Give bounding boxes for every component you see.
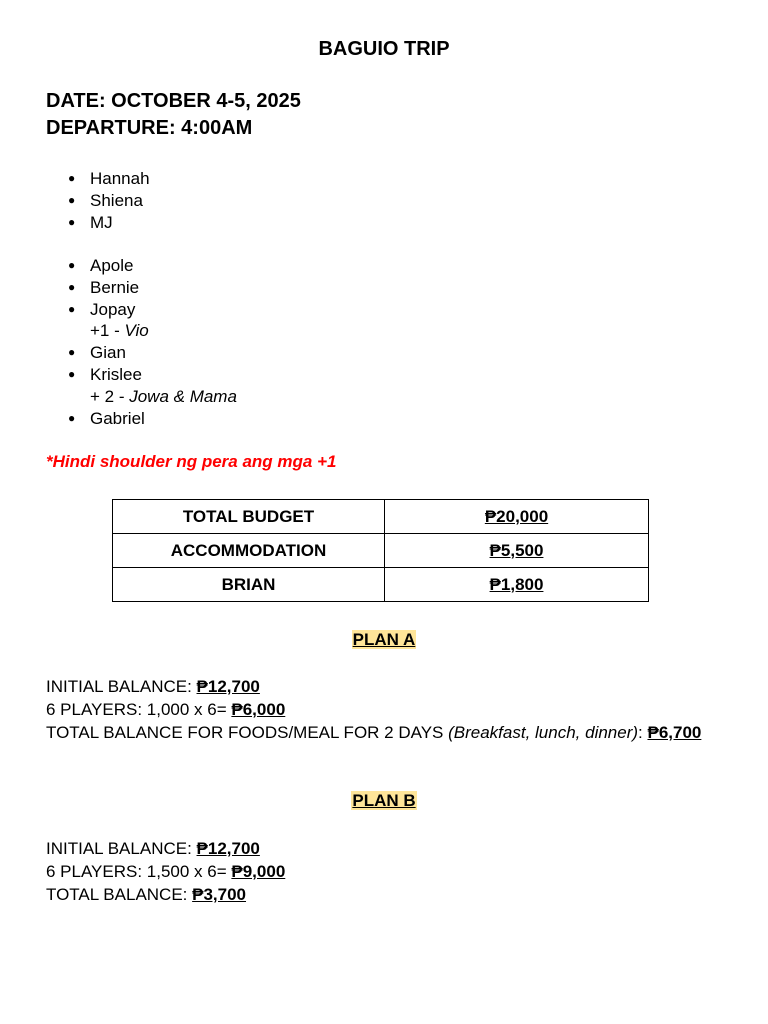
table-cell-label: TOTAL BUDGET (113, 500, 385, 534)
plus-two-note: + 2 - Jowa & Mama (90, 386, 237, 406)
table-cell-label: BRIAN (113, 568, 385, 602)
list-item: ● Apole (68, 256, 134, 275)
plan-b-details (46, 837, 736, 906)
list-item: ● Hannah (68, 169, 150, 188)
bullet-icon: ● (68, 279, 76, 294)
plan-a-details (46, 675, 736, 744)
bullet-icon: ● (68, 345, 76, 360)
table-row (113, 534, 649, 568)
plan-a-heading: PLAN A (352, 630, 416, 649)
plan-b-total-balance: TOTAL BALANCE: ₱3,700 (46, 885, 247, 904)
attendee-list-2 (68, 255, 237, 429)
plus-one-note: +1 - Vio (90, 321, 149, 341)
trip-date: DATE: OCTOBER 4-5, 2025 (46, 90, 301, 112)
table-cell-value: ₱20,000 (385, 500, 649, 534)
plan-b-players: 6 PLAYERS: 1,500 x 6= ₱9,000 (46, 862, 286, 881)
table-cell-value: ₱5,500 (385, 534, 649, 568)
list-item: ● Jopay (68, 299, 136, 319)
list-item: ● MJ (68, 212, 113, 232)
bullet-icon: ● (68, 192, 76, 207)
bullet-icon: ● (68, 410, 76, 425)
budget-table (112, 499, 649, 602)
list-item: ● Shiena (68, 190, 143, 210)
page-title: BAGUIO TRIP (318, 38, 450, 60)
plan-a-players: 6 PLAYERS: 1,000 x 6= ₱6,000 (46, 700, 286, 719)
bullet-icon: ● (68, 214, 76, 229)
plan-a-initial-balance: INITIAL BALANCE: ₱12,700 (46, 677, 260, 696)
table-cell-value: ₱1,800 (385, 568, 649, 602)
bullet-icon: ● (68, 171, 76, 185)
list-item: ● Bernie (68, 277, 140, 297)
table-row (113, 500, 649, 534)
plan-b-heading: PLAN B (352, 791, 416, 810)
list-item: ● Gabriel (68, 408, 145, 428)
list-item: ● Gian (68, 343, 126, 363)
bullet-icon: ● (68, 301, 76, 316)
bullet-icon: ● (68, 258, 76, 272)
plus-one-note-warning: *Hindi shoulder ng pera ang mga +1 (46, 452, 337, 471)
trip-departure: DEPARTURE: 4:00AM (46, 117, 253, 139)
list-item: ● Krislee (68, 364, 142, 384)
plan-b-initial-balance: INITIAL BALANCE: ₱12,700 (46, 839, 260, 858)
bullet-icon: ● (68, 366, 76, 381)
plan-a-food-balance: TOTAL BALANCE FOR FOODS/MEAL FOR 2 DAYS (Breakfast, lunch, dinner): ₱6,700 (46, 723, 702, 742)
attendee-list-1 (68, 168, 150, 233)
table-row (113, 568, 649, 602)
table-cell-label: ACCOMMODATION (113, 534, 385, 568)
